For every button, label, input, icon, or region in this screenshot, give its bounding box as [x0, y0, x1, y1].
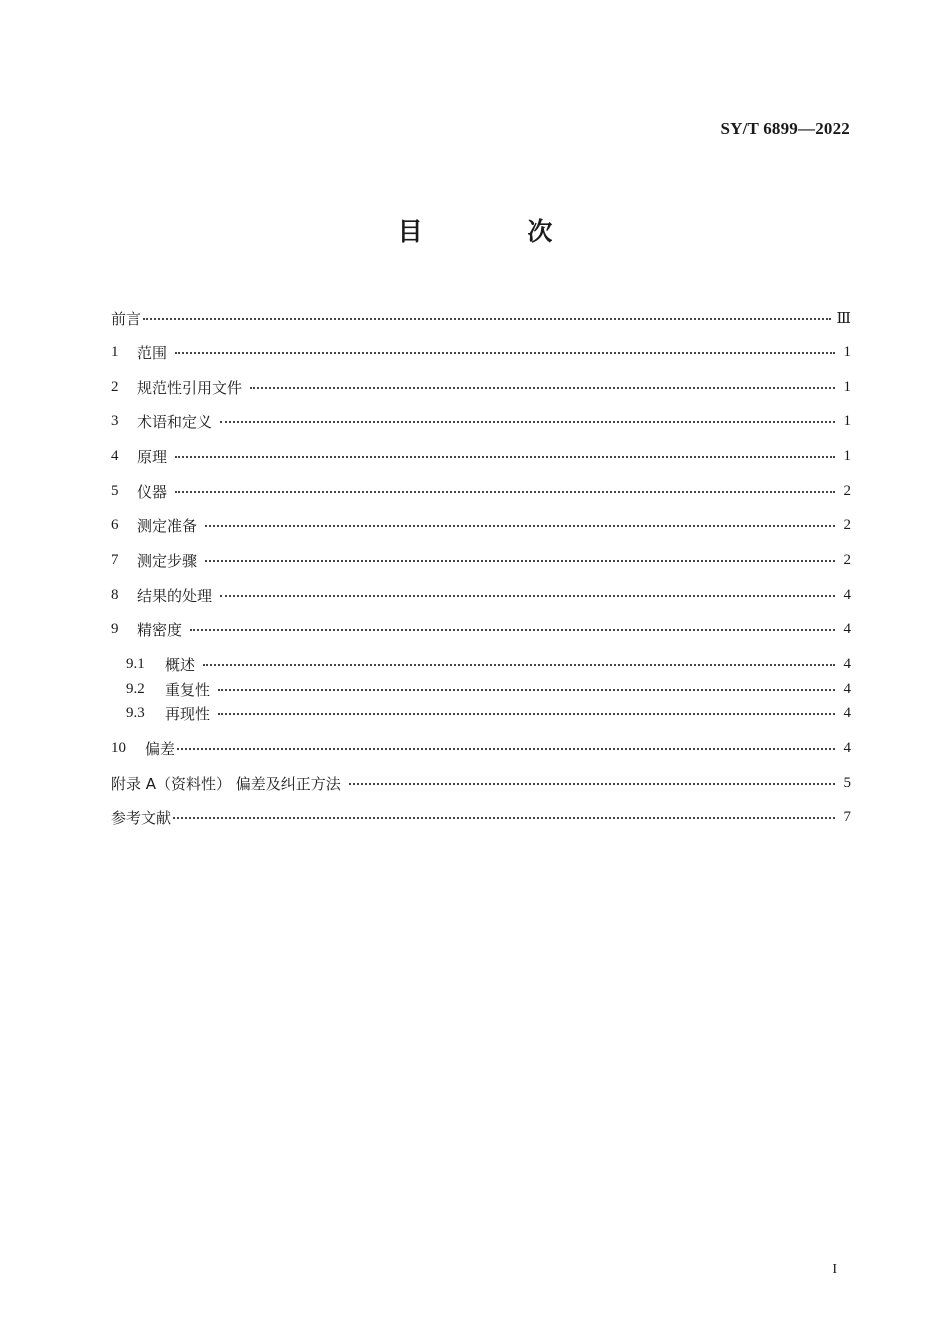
dot-leader [205, 525, 835, 527]
toc-entry-9-1[interactable] [126, 651, 851, 677]
toc-entry-page: 4 [843, 739, 851, 756]
toc-entry-page: Ⅲ [836, 310, 851, 327]
dot-leader [218, 713, 835, 715]
toc-entry-page: 7 [843, 808, 851, 825]
toc-entry-8[interactable] [111, 582, 851, 608]
dot-leader [220, 421, 835, 423]
toc-entry-appendix-a[interactable] [111, 770, 851, 796]
dot-leader [218, 689, 835, 691]
toc-entry-number: 5 [111, 482, 119, 499]
dot-leader [173, 817, 835, 819]
dot-leader [220, 595, 835, 597]
toc-entry-bibliography[interactable] [111, 804, 851, 830]
toc-entry-number: 8 [111, 586, 119, 603]
toc-entry-1[interactable] [111, 339, 851, 365]
toc-entry-page: 1 [843, 343, 851, 360]
toc-entry-5[interactable] [111, 478, 851, 504]
toc-entry-number: 3 [111, 412, 119, 429]
toc-entry-page: 5 [843, 774, 851, 791]
toc-entry-number: 4 [111, 447, 119, 464]
toc-entry-page: 2 [843, 482, 851, 499]
toc-entry-number: 1 [111, 343, 119, 360]
toc-entry-page: 4 [843, 586, 851, 603]
toc-entry-page: 1 [843, 447, 851, 464]
page-number: I [832, 1262, 837, 1277]
toc-entry-page: 2 [843, 516, 851, 533]
toc-entry-label: 测定准备 [137, 516, 198, 535]
toc-entry-page: 2 [843, 551, 851, 568]
toc-entry-label: 测定步骤 [137, 551, 198, 570]
standard-code: SY/T 6899—2022 [720, 119, 850, 138]
toc-entry-10[interactable] [111, 735, 851, 761]
toc-entry-number: 9 [111, 620, 119, 637]
toc-entry-page: 4 [843, 655, 851, 672]
toc-entry-number: 6 [111, 516, 119, 533]
toc-entry-label: 附录 A（资料性） 偏差及纠正方法 [111, 774, 341, 793]
toc-entry-9-3[interactable] [126, 700, 851, 726]
toc-entry-number: 9.2 [126, 680, 145, 697]
toc-entry-page: 1 [843, 378, 851, 395]
toc-entry-3[interactable] [111, 408, 851, 434]
dot-leader [190, 629, 835, 631]
toc-entry-label: 参考文献 [111, 808, 172, 827]
toc-entry-label: 概述 [165, 655, 196, 674]
toc-entry-number: 9.1 [126, 655, 145, 672]
toc-entry-number: 7 [111, 551, 119, 568]
toc-entry-label: 偏差 [145, 739, 176, 758]
toc-entry-label: 重复性 [165, 680, 211, 699]
toc-entry-page: 4 [843, 680, 851, 697]
dot-leader [143, 318, 831, 320]
dot-leader [175, 491, 835, 493]
toc-title: 目 次 [397, 217, 601, 246]
toc-entry-label: 精密度 [137, 620, 183, 639]
toc-entry-label: 结果的处理 [137, 586, 213, 605]
toc-entry-number: 2 [111, 378, 119, 395]
toc-entry-2[interactable] [111, 374, 851, 400]
toc-entry-label: 仪器 [137, 482, 168, 501]
dot-leader [250, 387, 835, 389]
toc-entry-page: 4 [843, 620, 851, 637]
toc-entry-foreword[interactable] [111, 305, 851, 331]
dot-leader [205, 560, 835, 562]
toc-entry-label: 前言 [111, 309, 142, 328]
toc-entry-9-2[interactable] [126, 676, 851, 702]
toc-entry-4[interactable] [111, 443, 851, 469]
toc-entry-9[interactable] [111, 616, 851, 642]
toc-entry-number: 10 [111, 739, 126, 756]
toc-entry-label: 规范性引用文件 [137, 378, 243, 397]
toc-entry-label: 范围 [137, 343, 168, 362]
dot-leader [175, 456, 835, 458]
dot-leader [175, 352, 835, 354]
toc-entry-page: 1 [843, 412, 851, 429]
dot-leader [349, 783, 835, 785]
toc-entry-number: 9.3 [126, 704, 145, 721]
toc-entry-6[interactable] [111, 512, 851, 538]
toc-entry-page: 4 [843, 704, 851, 721]
toc-entry-label: 术语和定义 [137, 412, 213, 431]
dot-leader [203, 664, 835, 666]
toc-entry-7[interactable] [111, 547, 851, 573]
toc-entry-label: 原理 [137, 447, 168, 466]
dot-leader [177, 748, 835, 750]
toc-entry-label: 再现性 [165, 704, 211, 723]
